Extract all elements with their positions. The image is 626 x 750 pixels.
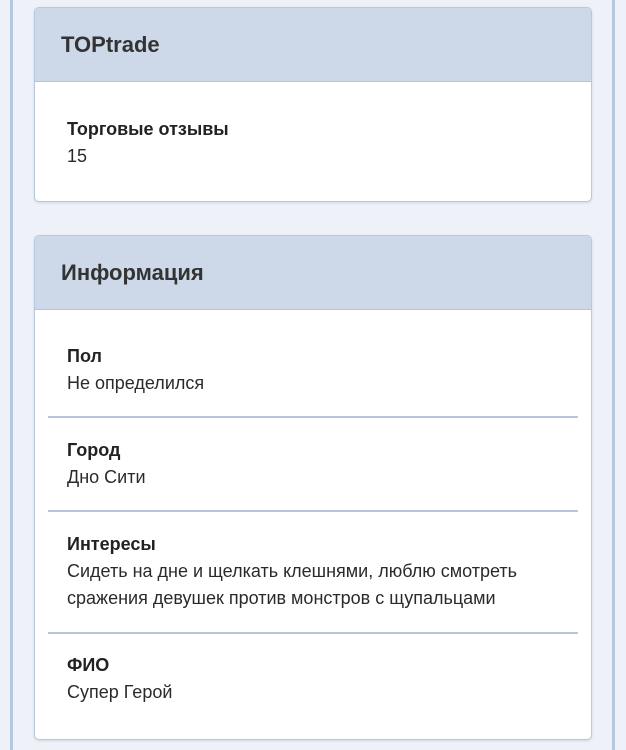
trade-card-title: TOPtrade	[35, 8, 591, 82]
divider	[48, 510, 578, 512]
info-card	[34, 235, 592, 740]
gender-value: Не определился	[67, 373, 205, 393]
trade-reviews-label: Торговые отзывы	[67, 119, 229, 139]
trade-card	[34, 7, 592, 202]
left-edge-line	[10, 0, 13, 750]
city-field	[35, 437, 591, 491]
divider	[48, 632, 578, 634]
full-name-label: ФИО	[67, 655, 110, 675]
interests-field	[35, 531, 591, 612]
interests-value-line2: сражения девушек против монстров с щупальцами	[67, 588, 496, 608]
gender-label: Пол	[67, 346, 102, 366]
full-name-field	[35, 652, 591, 706]
trade-reviews-field	[35, 116, 591, 170]
info-card-title: Информация	[35, 236, 591, 310]
trade-reviews-value[interactable]: 15	[67, 146, 88, 166]
gender-field	[35, 343, 591, 397]
right-edge-line	[612, 0, 615, 750]
interests-label: Интересы	[67, 534, 156, 554]
interests-value-line1: Сидеть на дне и щелкать клешнями, люблю смотреть	[67, 561, 518, 581]
city-value: Дно Сити	[67, 467, 146, 487]
full-name-value: Супер Герой	[67, 682, 173, 702]
divider	[48, 416, 578, 418]
city-label: Город	[67, 440, 121, 460]
